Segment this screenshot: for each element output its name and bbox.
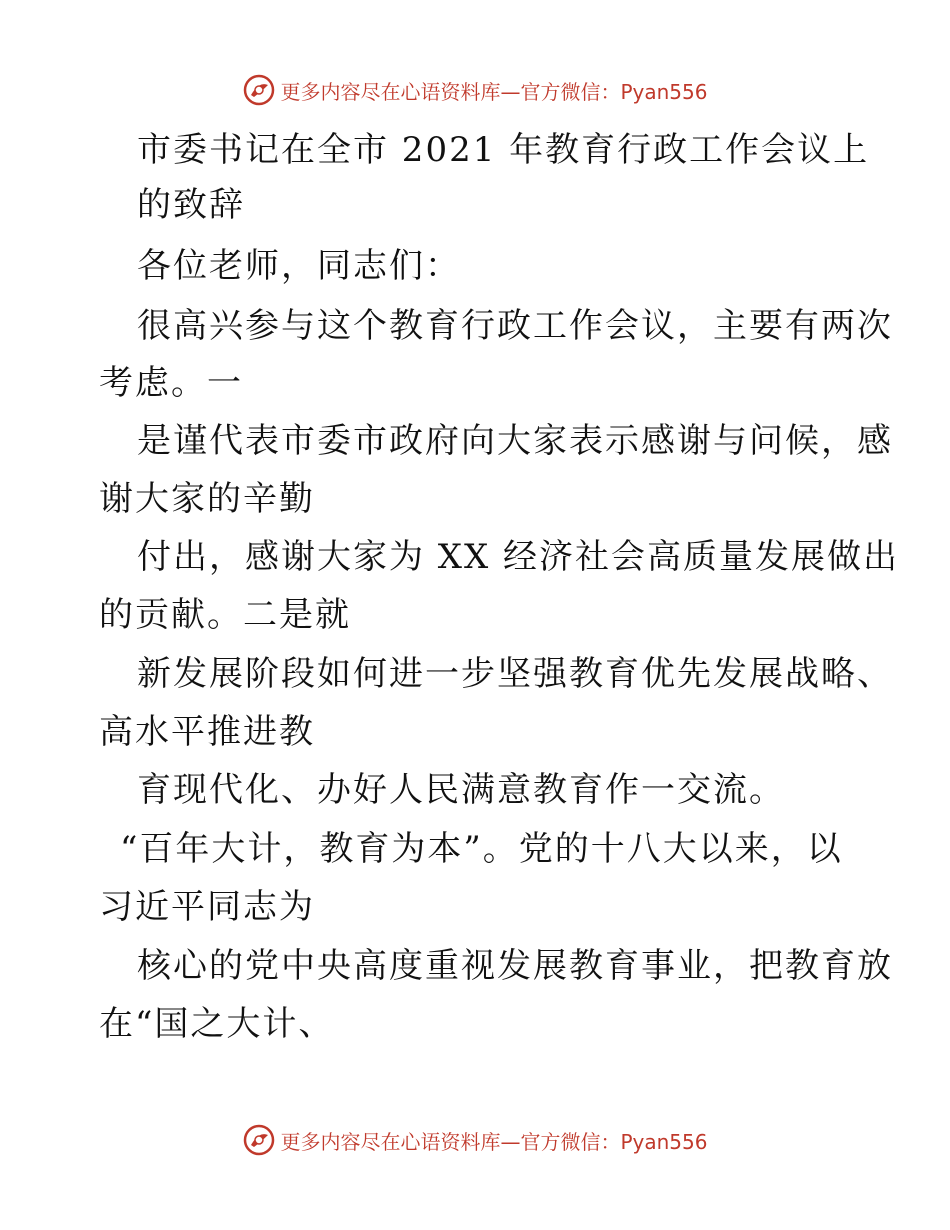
- doc-line-1: 市委书记在全市 2021 年教育行政工作会议上: [137, 130, 870, 170]
- doc-line-15: 核心的党中央高度重视发展教育事业，把教育放: [137, 946, 893, 986]
- header-site-text: 更多内容尽在心语资料库: [280, 79, 501, 104]
- doc-line-16: 在“国之大计、: [99, 1004, 335, 1044]
- doc-line-11: 高水平推进教: [99, 712, 315, 752]
- header-wechat-text: 官方微信：Pyan556: [520, 79, 708, 104]
- header-banner: [0, 70, 950, 110]
- doc-line-7: 谢大家的辛勤: [99, 479, 315, 519]
- footer-site-text: 更多内容尽在心语资料库: [280, 1129, 501, 1154]
- doc-line-4: 很高兴参与这个教育行政工作会议，主要有两次: [137, 306, 893, 346]
- header-dash: —: [500, 79, 521, 104]
- footer-banner-text: [280, 1126, 707, 1155]
- doc-line-10: 新发展阶段如何进一步坚强教育优先发展战略、: [137, 654, 893, 694]
- doc-line-14: 习近平同志为: [99, 887, 315, 927]
- doc-line-13: “百年大计，教育为本”。党的十八大以来，以: [120, 829, 843, 869]
- logo-icon: [242, 1123, 276, 1157]
- footer-dash: —: [500, 1129, 521, 1154]
- doc-line-6: 是谨代表市委市政府向大家表示感谢与问候，感: [137, 421, 893, 461]
- header-banner-text: [280, 76, 707, 105]
- doc-line-5: 考虑。一: [99, 363, 243, 403]
- footer-wechat-text: 官方微信：Pyan556: [520, 1129, 708, 1154]
- doc-line-2: 的致辞: [137, 185, 245, 225]
- logo-icon: [242, 73, 276, 107]
- doc-line-8: 付出，感谢大家为 XX 经济社会高质量发展做出: [137, 537, 900, 577]
- doc-line-9: 的贡献。二是就: [99, 595, 351, 635]
- doc-line-3: 各位老师，同志们：: [137, 246, 461, 286]
- footer-banner: [0, 1120, 950, 1160]
- doc-line-12: 育现代化、办好人民满意教育作一交流。: [137, 770, 785, 810]
